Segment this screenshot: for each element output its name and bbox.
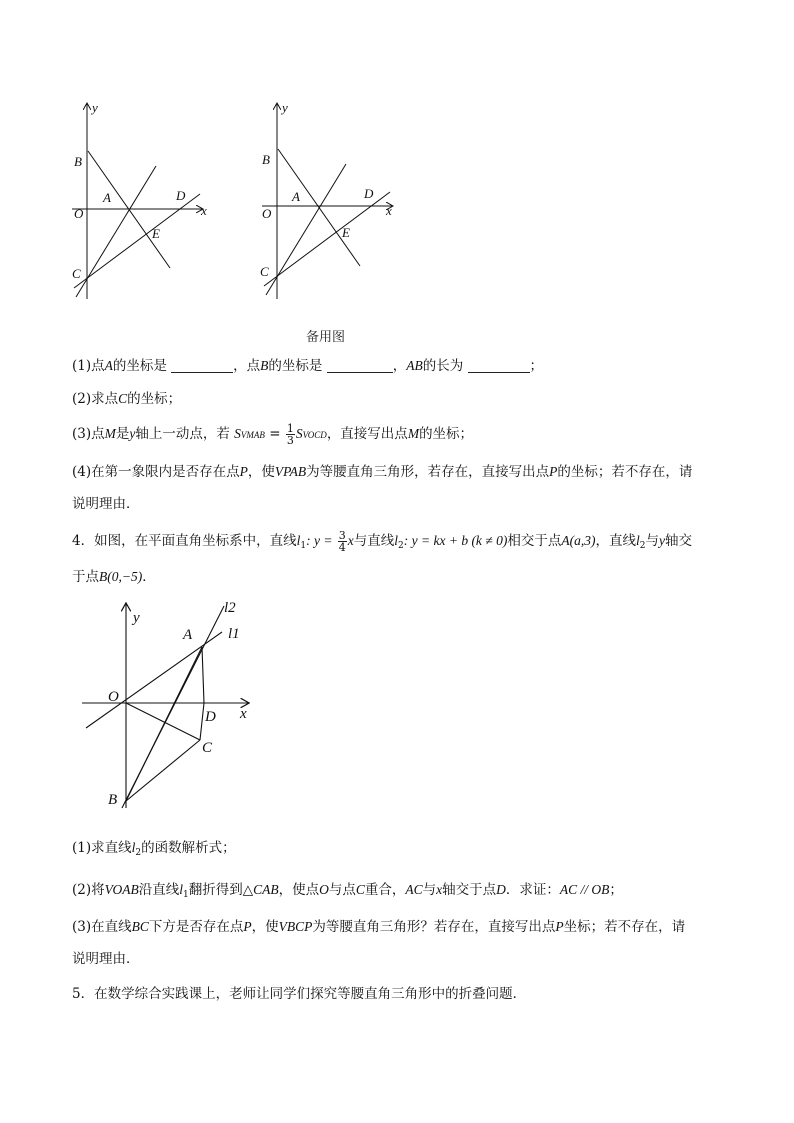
figure-caption: 备用图 [306,330,346,345]
label-x: x [201,203,207,218]
answer-blank-ab[interactable] [468,358,530,373]
label-C: C [260,264,269,279]
label-y: y [92,100,98,115]
label-x: x [240,706,247,722]
q3-part3: (3)点M是y轴上一动点，若 SVMAB = $\frac{1}{3}$ SVOCD，直接写出点M的坐标； [72,422,474,447]
label-E: E [152,226,160,241]
label-l1: l1 [228,626,240,642]
label-O: O [74,206,84,221]
segment-OC [126,703,200,740]
line-l1 [86,632,222,728]
segment-BA [126,647,202,801]
q3-part2: (2)求点C的坐标； [72,391,182,407]
line-CD [74,194,200,288]
q4-part2: (2)将VOAB沿直线$l_1$翻折得到△CAB，使点O与点C重合，AC与x轴交于点D．求证：AC // OB； [72,882,623,900]
label-D: D [176,188,186,203]
label-B: B [74,154,82,169]
label-C: C [72,266,81,281]
q4-intro-line2: 于点B(0,−5)． [72,569,156,585]
label-C: C [202,740,213,756]
segment-BC [126,740,200,801]
label-B: B [108,792,118,808]
coordinate-figure-1 [60,96,220,311]
label-l2: l2 [224,600,236,616]
label-A: A [183,627,193,643]
segment-AD [202,647,204,703]
label-x: x [386,203,392,218]
label-A: A [292,189,300,204]
label-D: D [205,709,216,725]
q3-part4-line1: (4)在第一象限内是否存在点P，使VPAB为等腰直角三角形，若存在，直接写出点P的坐标；若不存在，请 [72,464,693,480]
q5-intro: 5．在数学综合实践课上，老师让同学们探究等腰直角三角形中的折叠问题． [72,986,527,1002]
answer-blank-a[interactable] [171,358,233,373]
label-A: A [103,190,111,205]
coordinate-figure-2 [250,96,410,311]
q4-intro-line1: 4．如图，在平面直角坐标系中，直线$l_1$: y = $\frac{3}{4}$ x与直线$l_2$: y = kx + b (k ≠ 0)相交于点A(a,3)，直线$l_2$与y轴交 [72,529,692,554]
q4-part3-line1: (3)在直线BC下方是否存在点P，使VBCP为等腰直角三角形？若存在，直接写出点P坐标；若不存在，请 [72,919,686,935]
segment-DC [200,703,204,740]
q3-part1: (1)点A的坐标是 ，点B的坐标是 ，AB的长为 ； [72,358,544,374]
label-O: O [108,689,119,705]
label-y: y [282,100,288,115]
label-y: y [133,610,140,626]
fraction-one-third: $\frac{1}{3}$ [286,422,294,447]
q4-part3-line2: 说明理由． [72,951,140,967]
label-B: B [262,152,270,167]
fraction-three-quarters: $\frac{3}{4}$ [338,529,346,554]
answer-blank-b[interactable] [327,358,393,373]
q4-part1: (1)求直线$l_2$的函数解析式； [72,840,236,858]
q4-coordinate-figure [78,596,258,811]
label-E: E [342,225,350,240]
label-D: D [364,186,374,201]
q3-part4-line2: 说明理由． [72,496,140,512]
label-O: O [262,206,272,221]
